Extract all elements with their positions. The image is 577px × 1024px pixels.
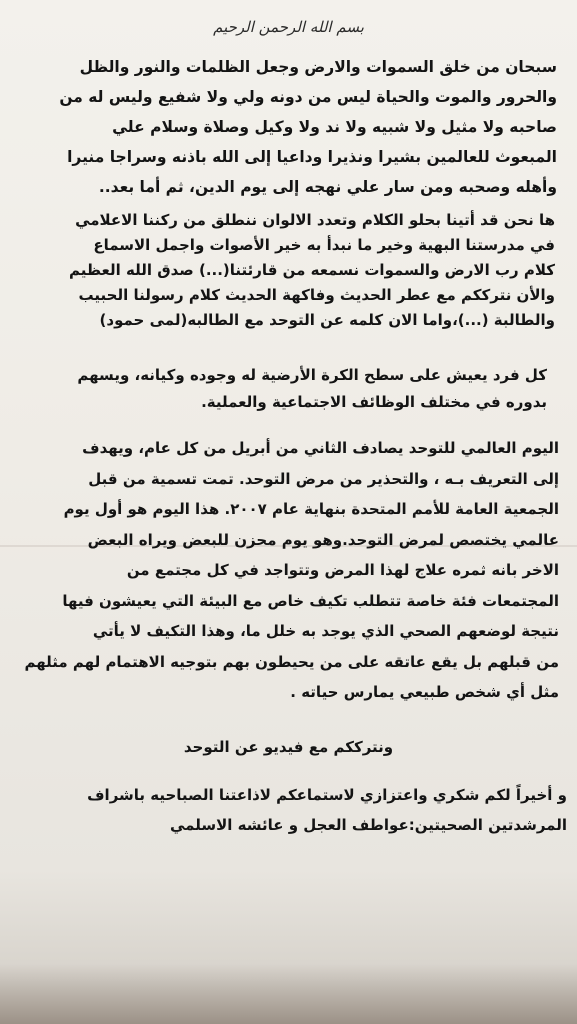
video-line: ونترككم مع فيديو عن التوحد [183, 738, 394, 756]
text-line: المبعوث للعالمين بشيرا ونذيرا وداعيا إلى الله باذنه وسراجا منيرا [67, 148, 557, 166]
text-line: المرشدتين الصحيتين:عواطف العجل و عائشه الاسلمي [169, 816, 567, 834]
text-line: عالمي يختصص لمرض التوحد.وهو يوم محزن للبعض ويراه البعض [87, 530, 559, 549]
text-line: وأهله وصحبه ومن سار علي نهجه إلى يوم الدين، ثم أما بعد.. [98, 178, 557, 196]
text-line: مثل أي شخص طبيعي يمارس حياته . [290, 683, 559, 701]
text-line: إلى التعريف بـه ، والتحذير من مرض التوحد. تمت تسمية من قبل [88, 469, 559, 488]
text-line: المجتمعات فئة خاصة تتطلب تكيف خاص مع البيئة التي يعيشون فيها [62, 591, 559, 610]
text-line: والطالبة (...)،واما الان كلمه عن التوحد مع الطالبه(لمى حمود) [99, 311, 555, 329]
text-line: الاخر بانه ثمره علاج لهذا المرض وتتواجد في كل مجتمع من [126, 561, 559, 579]
text-line: صاحبه ولا مثيل ولا شبيه ولا ند ولا وكيل وصلاة وسلام علي [112, 118, 557, 136]
bottom-shadow [0, 964, 577, 1024]
text-line: في مدرستنا البهية وخير ما نبدأ به خير الأصوات واجمل الاسماع [93, 236, 555, 254]
text-line: و أخيراً لكم شكري واعتزازي لاستماعكم لاذاعتنا الصباحيه باشراف [87, 786, 567, 804]
closing-paragraph [7, 780, 567, 840]
individual-paragraph [27, 362, 547, 416]
text-line: اليوم العالمي للتوحد يصادف الثاني من أبريل من كل عام، ويهدف [82, 439, 559, 457]
text-line: الجمعية العامة للأمم المتحدة بنهاية عام ٢٠٠٧. هذا اليوم هو أول يوم [63, 500, 559, 518]
text-line: بدوره في مختلف الوظائف الاجتماعية والعملية. [201, 393, 547, 411]
text-line: كل فرد يعيش على سطح الكرة الأرضية له وجوده وكيانه، ويسهم [77, 366, 547, 384]
basmala-header: بسم الله الرحمن الرحيم [213, 18, 364, 36]
intro-paragraph [12, 52, 557, 202]
text-line: كلام رب الارض والسموات نسمعه من قارئتنا(...) صدق الله العظيم [69, 261, 555, 279]
text-line: والحرور والموت والحياة ليس من دونه ولي ولا شفيع وليس له من [59, 88, 557, 106]
autism-day-paragraph [11, 433, 559, 708]
text-line: نتيجة لوضعهم الصحي الذي يوجد به خلل ما، وهذا التكيف لا يأتي [92, 622, 559, 640]
text-line: من قبلهم بل يقع عاتقه على من يحيطون بهم بتوجيه الاهتمام لهم مثلهم [24, 652, 559, 671]
text-line: والأن نترككم مع عطر الحديث وفاكهة الحديث كلام رسولنا الحبيب [78, 286, 555, 304]
text-line: سبحان من خلق السموات والارض وجعل الظلمات والنور والظل [79, 58, 557, 76]
opening-paragraph [15, 208, 555, 333]
text-line: ها نحن قد أتينا بحلو الكلام وتعدد الالوان ننطلق من ركننا الاعلامي [75, 211, 555, 229]
